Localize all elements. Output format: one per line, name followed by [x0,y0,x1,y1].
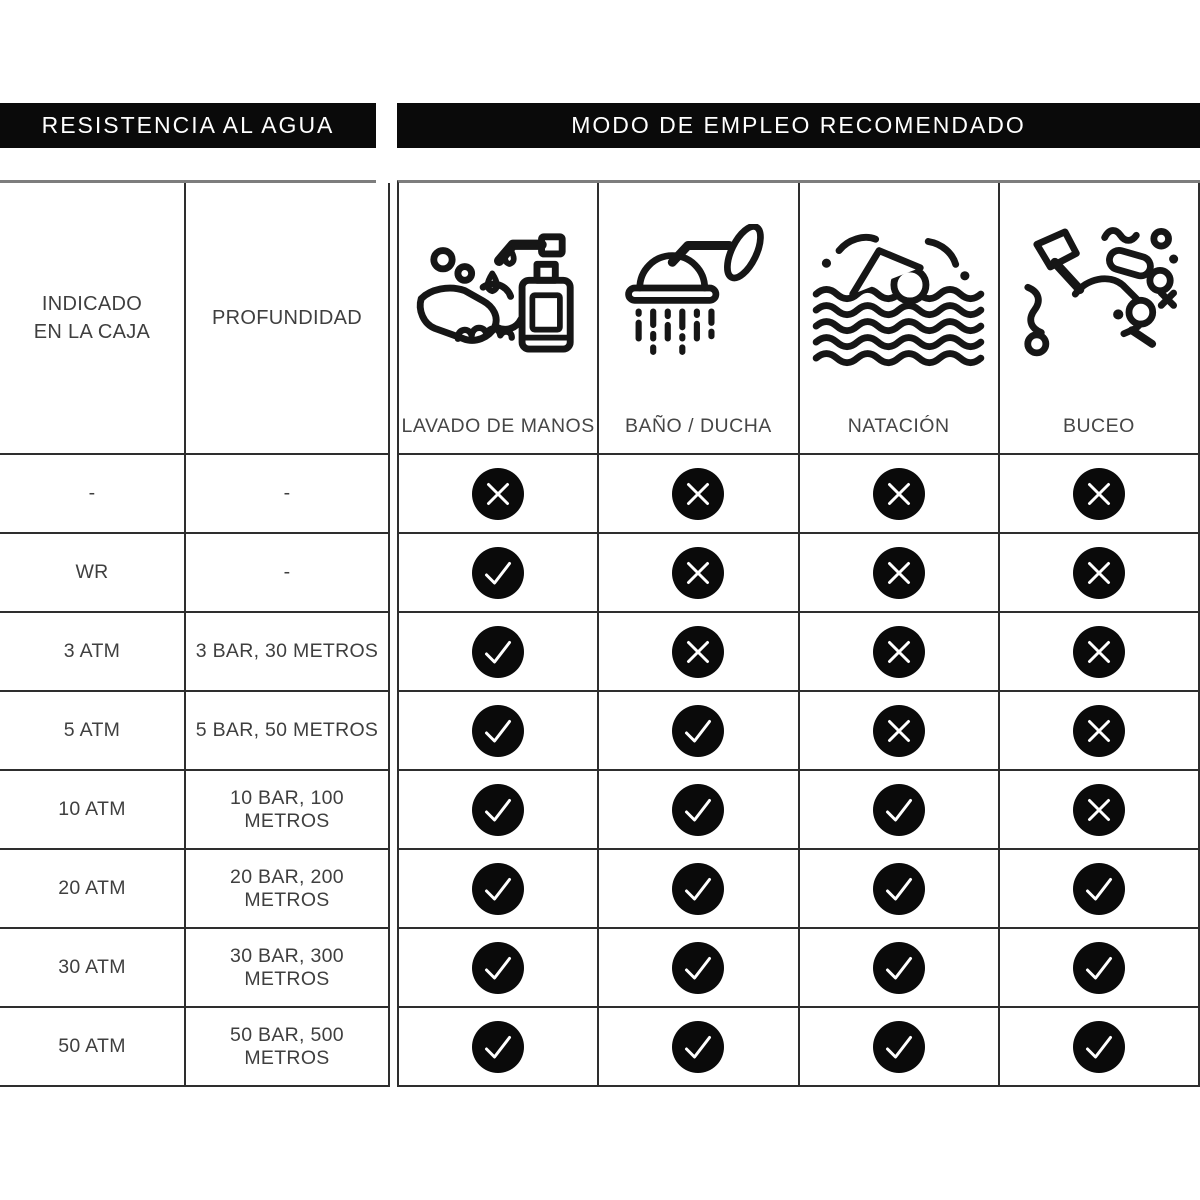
usage-table [397,180,1200,1087]
check-mark [399,692,599,771]
check-mark [599,692,799,771]
recommended-use-title: MODO DE EMPLEO RECOMENDADO [571,112,1026,138]
cross-mark [800,613,1000,692]
check-mark [1000,929,1200,1008]
cross-mark [1000,613,1200,692]
case-cell: - [0,455,186,534]
case-cell: 20 ATM [0,850,186,929]
case-cell: 50 ATM [0,1008,186,1087]
cross-mark [1000,534,1200,613]
depth-cell: 20 BAR, 200 METROS [186,850,390,929]
column-header-depth-label: PROFUNDIDAD [212,307,362,329]
cross-mark [599,455,799,534]
case-cell: 10 ATM [0,771,186,850]
column-header-shower [599,183,799,455]
check-mark [599,771,799,850]
column-header-case-label: INDICADO EN LA CAJA [33,293,151,343]
check-mark [800,929,1000,1008]
case-cell: 30 ATM [0,929,186,1008]
cross-mark [599,613,799,692]
cross-mark [1000,455,1200,534]
column-header-case [0,183,186,455]
check-mark [599,850,799,929]
case-cell: 5 ATM [0,692,186,771]
check-mark [800,771,1000,850]
cross-mark [800,455,1000,534]
column-header-swimming [800,183,1000,455]
column-header-depth [186,183,390,455]
check-mark [399,613,599,692]
cross-mark [1000,771,1200,850]
cross-mark [800,534,1000,613]
column-header-swimming-label: NATACIÓN [847,415,950,437]
cross-mark [800,692,1000,771]
scuba-diving-icon [1014,224,1184,371]
check-mark [399,1008,599,1087]
shower-icon [614,224,782,370]
column-header-diving [1000,183,1200,455]
depth-cell: 30 BAR, 300 METROS [186,929,390,1008]
depth-cell: - [186,534,390,613]
rating-depth-table [0,180,379,1087]
cross-mark [1000,692,1200,771]
depth-cell: 3 BAR, 30 METROS [186,613,390,692]
cross-mark [399,455,599,534]
check-mark [599,929,799,1008]
recommended-use-title-bar [397,103,1200,148]
check-mark [399,929,599,1008]
swimming-icon [807,223,990,372]
check-mark [399,771,599,850]
column-header-hand-wash-label: LAVADO DE MANOS [401,415,595,437]
case-cell: 3 ATM [0,613,186,692]
water-resistance-title: RESISTENCIA AL AGUA [41,112,335,138]
case-cell: WR [0,534,186,613]
depth-cell: 10 BAR, 100 METROS [186,771,390,850]
depth-cell: 50 BAR, 500 METROS [186,1008,390,1087]
column-header-hand-wash [399,183,599,455]
column-header-diving-label: BUCEO [1062,415,1135,437]
column-header-shower-label: BAÑO / DUCHA [624,415,772,437]
depth-cell: 5 BAR, 50 METROS [186,692,390,771]
water-resistance-title-bar [0,103,376,148]
check-mark [800,850,1000,929]
cross-mark [599,534,799,613]
check-mark [599,1008,799,1087]
depth-cell: - [186,455,390,534]
check-mark [399,850,599,929]
hand-wash-icon [412,223,584,372]
check-mark [1000,1008,1200,1087]
check-mark [800,1008,1000,1087]
check-mark [1000,850,1200,929]
check-mark [399,534,599,613]
